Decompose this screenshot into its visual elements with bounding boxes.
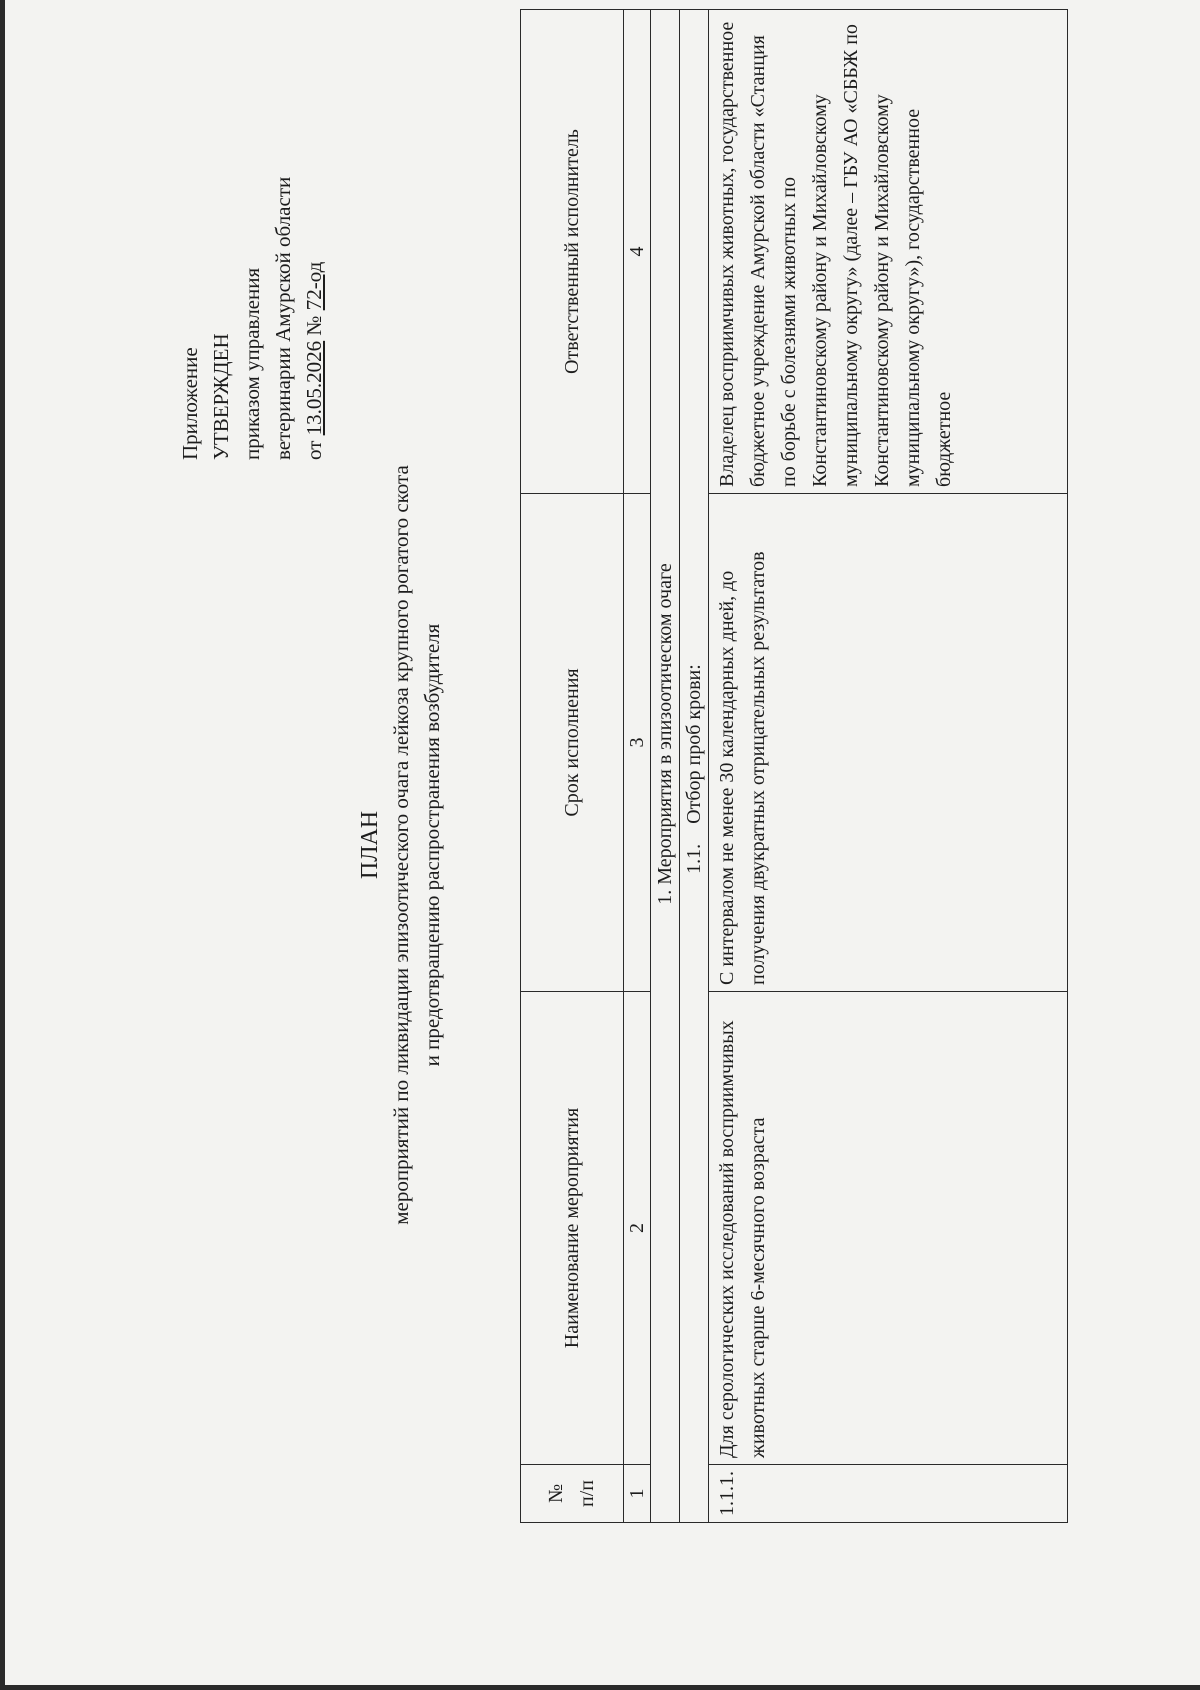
title-heading: ПЛАН [357,810,383,880]
column-number-2: 2 [624,992,651,1465]
table-row [709,10,1068,1523]
approved-label: УТВЕРЖДЕН [209,333,233,460]
header-deadline: Срок исполнения [521,494,624,992]
row-activity: Для серологических исследований восприимчивых животных старше 6-месячного возраста [709,992,1068,1465]
number-prefix: № [302,310,326,341]
row-number: 1.1.1. [709,1465,1068,1523]
subsection-label: Отбор проб крови: [683,664,705,824]
date-prefix: от [302,435,326,460]
header-number-line-2: п/п [576,1480,598,1507]
order-date-line [299,177,330,460]
order-by-label: приказом управления [240,267,264,460]
column-number-4: 4 [624,10,651,494]
column-number-row [624,10,651,1523]
row-executor: Владелец восприимчивых животных, государственное бюджетное учреждение Амурской области «Станция по борьбе с болезнями животных по Константиновскому району и Михайловскому муниципальному округу» (далее – ГБУ АО «СББЖ по Константиновскому району и Михайловскому муниципальному округу»), государственное бюджетное [709,10,1068,494]
header-number [521,1465,624,1523]
title-line-2: и предотвращению распространения возбудителя [420,623,444,1067]
title-line-1: мероприятий по ликвидации эпизоотического очага лейкоза крупного рогатого скота [389,465,413,1225]
document-title [355,0,448,1690]
approval-block [175,177,330,460]
plan-table [520,9,1068,1523]
order-date: 13.05.2026 [302,340,326,436]
section-row [651,10,680,1523]
subsection-number: 1.1. [683,843,705,874]
appendix-label: Приложение [178,347,202,460]
column-number-1: 1 [624,1465,651,1523]
column-number-3: 3 [624,494,651,992]
table-header-row [521,10,624,1523]
section-title: 1. Мероприятия в эпизоотическом очаге [651,10,680,1523]
order-number: 72-од [302,261,326,311]
header-activity: Наименование мероприятия [521,992,624,1465]
subsection-title [680,10,709,1523]
header-number-line-1: № [545,1483,567,1504]
row-deadline: С интервалом не менее 30 календарных дней, до получения двукратных отрицательных результатов [709,494,1068,992]
subsection-row [680,10,709,1523]
authority-name: ветеринарии Амурской области [271,176,295,460]
header-executor: Ответственный исполнитель [521,10,624,494]
